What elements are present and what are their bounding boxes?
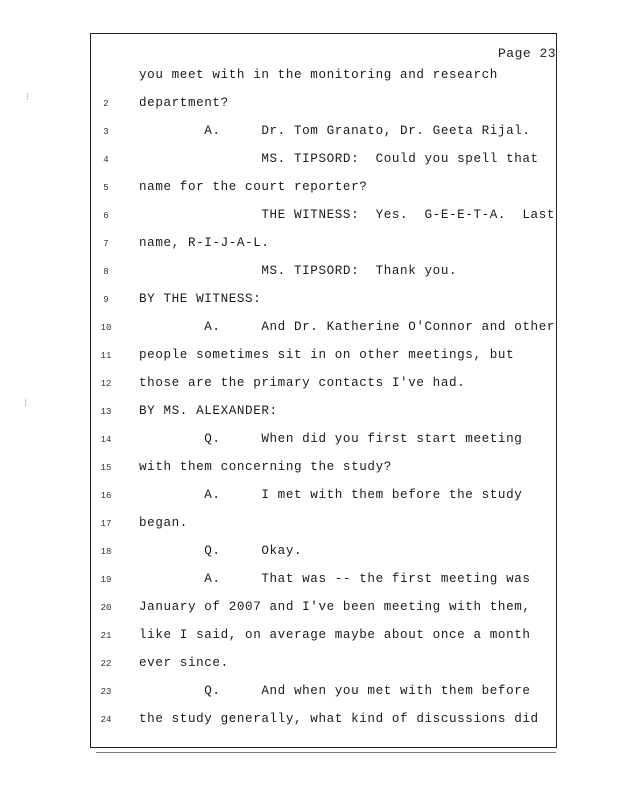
line-number: 6 [103, 211, 109, 221]
line-number: 16 [100, 491, 112, 501]
line-text: ever since. [139, 656, 229, 670]
line-number: 4 [103, 155, 109, 165]
line-text: department? [139, 96, 229, 110]
line-text: began. [139, 516, 188, 530]
line-number: 2 [103, 99, 109, 109]
line-text: those are the primary contacts I've had. [139, 376, 466, 390]
line-number: 20 [100, 603, 112, 613]
line-text: name for the court reporter? [139, 180, 368, 194]
page-number: Page 23 [498, 46, 557, 61]
line-text: BY THE WITNESS: [139, 292, 262, 306]
line-text: name, R-I-J-A-L. [139, 236, 270, 250]
line-text: BY MS. ALEXANDER: [139, 404, 278, 418]
line-number: 11 [100, 351, 112, 361]
line-text: January of 2007 and I've been meeting with them, [139, 600, 531, 614]
line-text: THE WITNESS: Yes. G-E-E-T-A. Last [139, 208, 556, 222]
line-text: A. I met with them before the study [139, 488, 523, 502]
line-text: Q. And when you met with them before [139, 684, 531, 698]
bottom-rule [96, 752, 556, 753]
line-number: 13 [100, 407, 112, 417]
line-text: the study generally, what kind of discussions did [139, 712, 539, 726]
line-text: MS. TIPSORD: Could you spell that [139, 152, 539, 166]
line-text: with them concerning the study? [139, 460, 392, 474]
margin-mark: ⁝ [24, 398, 28, 409]
line-number: 15 [100, 463, 112, 473]
line-number: 12 [100, 379, 112, 389]
line-number: 3 [103, 127, 109, 137]
line-text: A. That was -- the first meeting was [139, 572, 531, 586]
line-text: like I said, on average maybe about once a month [139, 628, 531, 642]
line-number: 23 [100, 687, 112, 697]
line-number: 21 [100, 631, 112, 641]
line-text: Q. When did you first start meeting [139, 432, 523, 446]
margin-mark: ⁝ [26, 92, 30, 103]
line-text: Q. Okay. [139, 544, 303, 558]
line-number: 24 [100, 715, 112, 725]
line-text: you meet with in the monitoring and research [139, 68, 498, 82]
line-number: 8 [103, 267, 109, 277]
line-text: A. And Dr. Katherine O'Connor and other [139, 320, 556, 334]
line-number: 17 [100, 519, 112, 529]
line-text: A. Dr. Tom Granato, Dr. Geeta Rijal. [139, 124, 531, 138]
line-number: 14 [100, 435, 112, 445]
line-text: MS. TIPSORD: Thank you. [139, 264, 458, 278]
line-number: 19 [100, 575, 112, 585]
line-number: 9 [103, 295, 109, 305]
line-number: 7 [103, 239, 109, 249]
line-number: 5 [103, 183, 109, 193]
line-number: 10 [100, 323, 112, 333]
line-number: 18 [100, 547, 112, 557]
line-text: people sometimes sit in on other meetings, but [139, 348, 515, 362]
line-number: 22 [100, 659, 112, 669]
